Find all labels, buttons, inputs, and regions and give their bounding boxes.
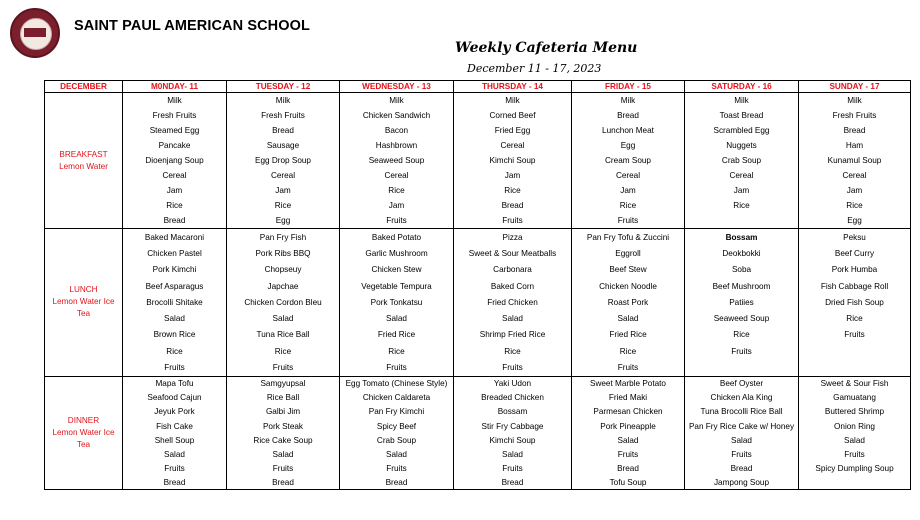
menu-item: Milk <box>340 93 454 109</box>
menu-item: Milk <box>572 93 685 109</box>
menu-item: Beef Curry <box>799 245 911 261</box>
menu-item: Seafood Cajun <box>123 391 227 405</box>
menu-item: Chicken Noodle <box>572 278 685 294</box>
lunch-row <box>45 229 911 246</box>
menu-item: Fruits <box>454 461 572 475</box>
menu-item: Fruits <box>454 359 572 376</box>
lunch-row <box>45 262 911 278</box>
menu-item: Bossam <box>685 229 799 246</box>
dinner-row <box>45 405 911 419</box>
menu-item: Pan Fry Tofu & Zuccini <box>572 229 685 246</box>
menu-item: Breaded Chicken <box>454 391 572 405</box>
menu-item: Milk <box>227 93 340 109</box>
menu-item: Garlic Mushroom <box>340 245 454 261</box>
menu-item: Jam <box>799 183 911 198</box>
menu-item: Chicken Sandwich <box>340 108 454 123</box>
menu-item: Bread <box>227 475 340 490</box>
menu-item: Salad <box>227 447 340 461</box>
menu-item: Fruits <box>799 327 911 343</box>
menu-item: Lunchon Meat <box>572 123 685 138</box>
menu-item: Pan Fry Rice Cake w/ Honey <box>685 419 799 433</box>
menu-item: Vegetable Tempura <box>340 278 454 294</box>
menu-item: Salad <box>572 433 685 447</box>
menu-item: Jampong Soup <box>685 475 799 490</box>
menu-item: Bread <box>685 461 799 475</box>
menu-item: Buttered Shrimp <box>799 405 911 419</box>
menu-item: Fruits <box>572 213 685 229</box>
lunch-row <box>45 343 911 359</box>
menu-item: Brown Rice <box>123 327 227 343</box>
breakfast-row <box>45 93 911 109</box>
menu-item: Shrimp Fried Rice <box>454 327 572 343</box>
menu-item: Milk <box>799 93 911 109</box>
menu-item: Crab Soup <box>340 433 454 447</box>
menu-item: Rice Ball <box>227 391 340 405</box>
menu-item: Cereal <box>799 168 911 183</box>
lunch-meal-label <box>45 229 123 377</box>
menu-item: Sweet & Sour Meatballs <box>454 245 572 261</box>
menu-item: Fruits <box>685 447 799 461</box>
menu-item: Fresh Fruits <box>227 108 340 123</box>
menu-item: Fruits <box>340 359 454 376</box>
header-row <box>45 81 911 93</box>
menu-item: Bossam <box>454 405 572 419</box>
seal-band <box>24 28 46 37</box>
menu-item: Rice <box>123 343 227 359</box>
menu-item: Chicken Ala King <box>685 391 799 405</box>
menu-item: Sausage <box>227 138 340 153</box>
breakfast-row <box>45 168 911 183</box>
menu-item: Jam <box>227 183 340 198</box>
menu-item: Fruits <box>123 359 227 376</box>
day-header: FRIDAY - 15 <box>572 81 685 93</box>
menu-item: Ham <box>799 138 911 153</box>
menu-item <box>799 343 911 359</box>
menu-item: Cream Soup <box>572 153 685 168</box>
breakfast-row <box>45 123 911 138</box>
menu-item: Fried Rice <box>572 327 685 343</box>
menu-item: Tofu Soup <box>572 475 685 490</box>
menu-item: Rice <box>572 198 685 213</box>
breakfast-row <box>45 138 911 153</box>
menu-item: Patiies <box>685 294 799 310</box>
menu-item: Dried Fish Soup <box>799 294 911 310</box>
menu-item: Scrambled Egg <box>685 123 799 138</box>
menu-item: Fruits <box>572 359 685 376</box>
menu-item: Nuggets <box>685 138 799 153</box>
lunch-row <box>45 245 911 261</box>
menu-item: Eggroll <box>572 245 685 261</box>
menu-item: Steamed Egg <box>123 123 227 138</box>
menu-item: Salad <box>685 433 799 447</box>
lunch-row <box>45 359 911 376</box>
dinner-label: DINNER <box>67 416 100 426</box>
menu-item: Fruits <box>340 461 454 475</box>
menu-item: Egg <box>799 213 911 229</box>
menu-item: Rice <box>227 343 340 359</box>
menu-item: Milk <box>685 93 799 109</box>
menu-item: Rice <box>227 198 340 213</box>
menu-item: Egg <box>227 213 340 229</box>
breakfast-label: BREAKFAST <box>59 149 108 159</box>
menu-item: Cereal <box>685 168 799 183</box>
menu-item: Chicken Stew <box>340 262 454 278</box>
menu-item: Baked Corn <box>454 278 572 294</box>
menu-item: Bread <box>454 198 572 213</box>
menu-item: Jam <box>685 183 799 198</box>
menu-item: Galbi Jim <box>227 405 340 419</box>
menu-date-range: December 11 - 17, 2023 <box>467 62 602 75</box>
menu-item: Peksu <box>799 229 911 246</box>
breakfast-row <box>45 183 911 198</box>
menu-item: Fish Cake <box>123 419 227 433</box>
menu-item: Rice <box>340 183 454 198</box>
breakfast-row <box>45 108 911 123</box>
menu-item: Gamuatang <box>799 391 911 405</box>
menu-item: Fruits <box>227 461 340 475</box>
menu-item <box>685 213 799 229</box>
menu-item: Egg <box>572 138 685 153</box>
menu-item: Pork Pineapple <box>572 419 685 433</box>
menu-item: Chicken Pastel <box>123 245 227 261</box>
menu-item: Bacon <box>340 123 454 138</box>
menu-item: Chopseuy <box>227 262 340 278</box>
menu-item: Rice Cake Soup <box>227 433 340 447</box>
menu-item: Fried Chicken <box>454 294 572 310</box>
menu-item: Sweet & Sour Fish <box>799 376 911 391</box>
menu-item: Fruits <box>123 461 227 475</box>
menu-item: Rice <box>572 343 685 359</box>
menu-item: Salad <box>123 310 227 326</box>
menu-item: Samgyupsal <box>227 376 340 391</box>
menu-item: Parmesan Chicken <box>572 405 685 419</box>
menu-item: Fried Egg <box>454 123 572 138</box>
menu-item: Fish Cabbage Roll <box>799 278 911 294</box>
menu-item: Beef Oyster <box>685 376 799 391</box>
menu-item: Bread <box>227 123 340 138</box>
menu-item: Rice <box>685 327 799 343</box>
menu-item: Pork Steak <box>227 419 340 433</box>
menu-item: Cereal <box>454 138 572 153</box>
menu-item: Bread <box>123 475 227 490</box>
menu-item: Pizza <box>454 229 572 246</box>
menu-item: Jeyuk Pork <box>123 405 227 419</box>
menu-item: Dioenjang Soup <box>123 153 227 168</box>
day-header: M0NDAY- 11 <box>123 81 227 93</box>
dinner-row <box>45 461 911 475</box>
menu-item: Rice <box>340 343 454 359</box>
menu-item: Kimchi Soup <box>454 153 572 168</box>
menu-item: Fruits <box>799 447 911 461</box>
menu-item: Fruits <box>454 213 572 229</box>
menu-item: Sweet Marble Potato <box>572 376 685 391</box>
lunch-row <box>45 327 911 343</box>
menu-item: Bread <box>454 475 572 490</box>
school-name: SAINT PAUL AMERICAN SCHOOL <box>74 18 310 34</box>
menu-item: Fresh Fruits <box>799 108 911 123</box>
day-header: THURSDAY - 14 <box>454 81 572 93</box>
menu-table <box>44 80 911 490</box>
lunch-row <box>45 310 911 326</box>
day-header: SATURDAY - 16 <box>685 81 799 93</box>
menu-item: Pan Fry Kimchi <box>340 405 454 419</box>
menu-item: Salad <box>227 310 340 326</box>
menu-item: Baked Macaroni <box>123 229 227 246</box>
menu-item: Rice <box>454 343 572 359</box>
menu-item: Spicy Dumpling Soup <box>799 461 911 475</box>
menu-item: Brocolli Shitake <box>123 294 227 310</box>
menu-item: Salad <box>454 447 572 461</box>
menu-item: Fruits <box>572 447 685 461</box>
menu-item: Pork Kimchi <box>123 262 227 278</box>
dinner-row <box>45 419 911 433</box>
menu-item: Egg Tomato (Chinese Style) <box>340 376 454 391</box>
menu-item: Cereal <box>227 168 340 183</box>
lunch-row <box>45 278 911 294</box>
menu-item: Pork Humba <box>799 262 911 278</box>
menu-item: Hashbrown <box>340 138 454 153</box>
menu-item: Bread <box>572 461 685 475</box>
menu-item: Seaweed Soup <box>685 310 799 326</box>
menu-item: Japchae <box>227 278 340 294</box>
menu-item: Pan Fry Fish <box>227 229 340 246</box>
menu-item: Salad <box>799 433 911 447</box>
menu-item: Roast Pork <box>572 294 685 310</box>
menu-item: Seaweed Soup <box>340 153 454 168</box>
menu-item: Rice <box>799 310 911 326</box>
menu-item: Salad <box>340 447 454 461</box>
menu-item: Yaki Udon <box>454 376 572 391</box>
menu-item: Chicken Caldareta <box>340 391 454 405</box>
menu-item: Cereal <box>123 168 227 183</box>
breakfast-row <box>45 198 911 213</box>
menu-item: Bread <box>123 213 227 229</box>
menu-item <box>799 359 911 376</box>
menu-item: Toast Bread <box>685 108 799 123</box>
menu-item: Fruits <box>340 213 454 229</box>
month-header: DECEMBER <box>45 81 123 93</box>
day-header: SUNDAY - 17 <box>799 81 911 93</box>
menu-item: Spicy Beef <box>340 419 454 433</box>
day-header: WEDNESDAY - 13 <box>340 81 454 93</box>
menu-item: Beef Mushroom <box>685 278 799 294</box>
menu-item: Kunamul Soup <box>799 153 911 168</box>
day-header: TUESDAY - 12 <box>227 81 340 93</box>
breakfast-drink: Lemon Water <box>59 161 108 171</box>
menu-item: Pancake <box>123 138 227 153</box>
menu-item: Corned Beef <box>454 108 572 123</box>
menu-title: Weekly Cafeteria Menu <box>455 40 638 56</box>
dinner-row <box>45 391 911 405</box>
menu-item: Chicken Cordon Bleu <box>227 294 340 310</box>
menu-item: Milk <box>123 93 227 109</box>
menu-item: Fruits <box>227 359 340 376</box>
dinner-drink: Lemon Water Ice Tea <box>52 428 115 450</box>
menu-item: Beef Stew <box>572 262 685 278</box>
dinner-row <box>45 433 911 447</box>
menu-item: Bread <box>799 123 911 138</box>
menu-item <box>799 475 911 490</box>
menu-item: Rice <box>685 198 799 213</box>
menu-item: Milk <box>454 93 572 109</box>
breakfast-meal-label <box>45 93 123 229</box>
menu-item: Fried Rice <box>340 327 454 343</box>
lunch-drink: Lemon Water Ice Tea <box>52 297 115 319</box>
menu-item: Deokbokki <box>685 245 799 261</box>
dinner-row <box>45 376 911 391</box>
menu-item: Jam <box>454 168 572 183</box>
breakfast-row <box>45 153 911 168</box>
menu-item: Mapa Tofu <box>123 376 227 391</box>
dinner-meal-label <box>45 376 123 490</box>
menu-item: Stir Fry Cabbage <box>454 419 572 433</box>
menu-item: Rice <box>799 198 911 213</box>
menu-item: Salad <box>454 310 572 326</box>
menu-item: Shell Soup <box>123 433 227 447</box>
menu-item: Tuna Rice Ball <box>227 327 340 343</box>
school-seal-logo <box>10 8 60 58</box>
dinner-row <box>45 447 911 461</box>
breakfast-row <box>45 213 911 229</box>
menu-item: Cereal <box>340 168 454 183</box>
menu-item: Salad <box>123 447 227 461</box>
menu-item: Kimchi Soup <box>454 433 572 447</box>
dinner-row <box>45 475 911 490</box>
menu-item: Salad <box>572 310 685 326</box>
menu-item: Tuna Brocolli Rice Ball <box>685 405 799 419</box>
menu-item: Baked Potato <box>340 229 454 246</box>
menu-item: Onion Ring <box>799 419 911 433</box>
menu-item: Salad <box>340 310 454 326</box>
lunch-label: LUNCH <box>69 285 98 295</box>
menu-item: Soba <box>685 262 799 278</box>
menu-item: Fried Maki <box>572 391 685 405</box>
menu-item: Beef Asparagus <box>123 278 227 294</box>
menu-item: Fruits <box>685 343 799 359</box>
menu-item: Pork Ribs BBQ <box>227 245 340 261</box>
menu-item: Crab Soup <box>685 153 799 168</box>
menu-item <box>685 359 799 376</box>
menu-item: Egg Drop Soup <box>227 153 340 168</box>
lunch-row <box>45 294 911 310</box>
menu-item: Rice <box>123 198 227 213</box>
menu-item: Bread <box>572 108 685 123</box>
menu-item: Cereal <box>572 168 685 183</box>
menu-item: Jam <box>572 183 685 198</box>
menu-item: Bread <box>340 475 454 490</box>
menu-body <box>45 93 911 490</box>
menu-item: Jam <box>340 198 454 213</box>
menu-item: Jam <box>123 183 227 198</box>
menu-item: Rice <box>454 183 572 198</box>
menu-item: Fresh Fruits <box>123 108 227 123</box>
menu-item: Carbonara <box>454 262 572 278</box>
menu-item: Pork Tonkatsu <box>340 294 454 310</box>
